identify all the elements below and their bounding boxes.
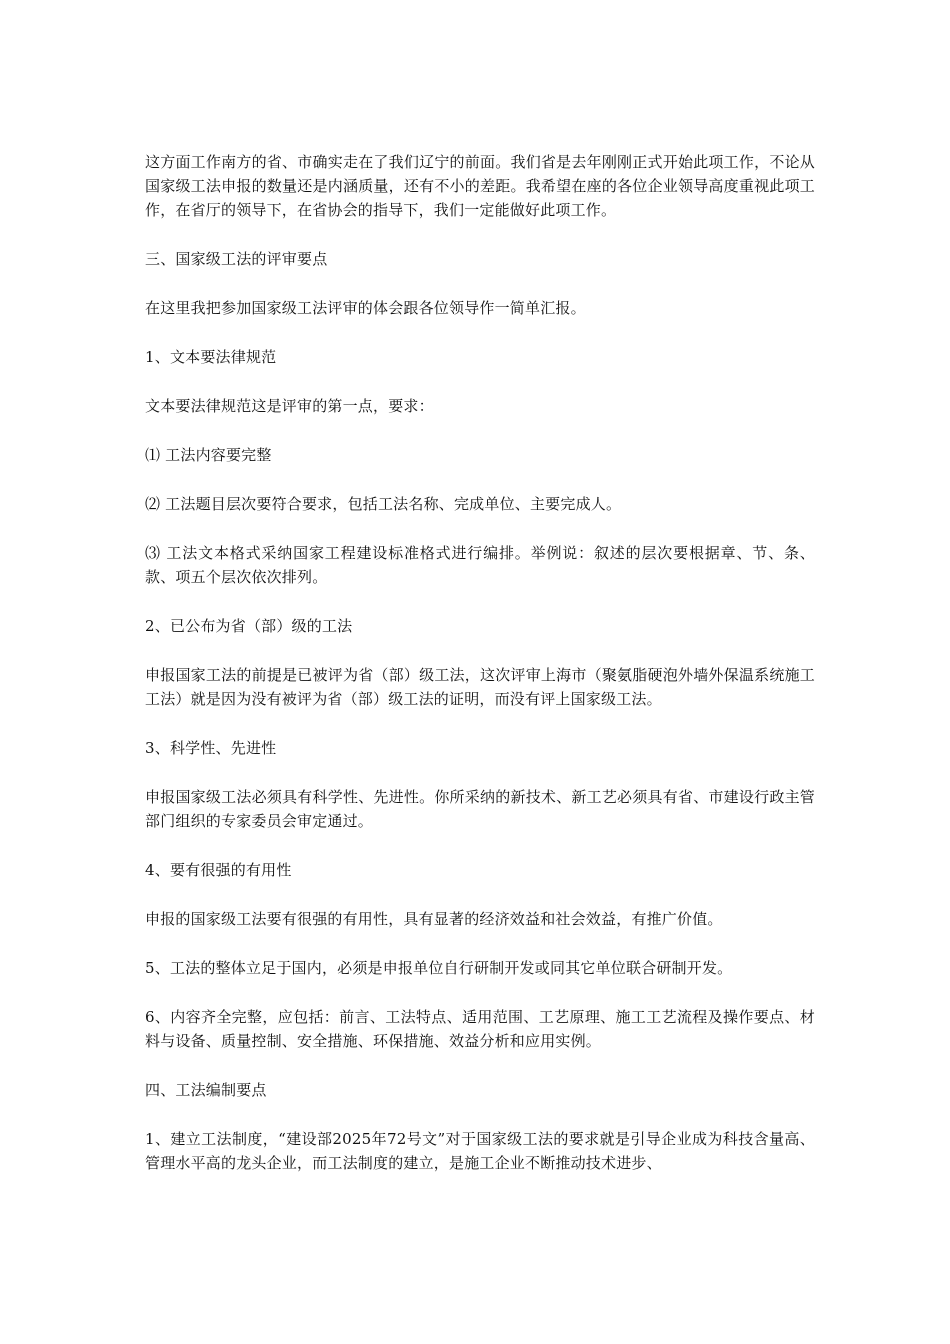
list-item: ⑴ 工法内容要完整 bbox=[145, 446, 272, 464]
subheading-4: 4、要有很强的有用性 bbox=[145, 861, 292, 879]
list-item-6: 6、内容齐全完整，应包括：前言、工法特点、适用范围、工艺原理、施工工艺流程及操作要点、材料与设备、质量控制、安全措施、环保措施、效益分析和应用实例。 bbox=[145, 1008, 815, 1050]
list-item: ⑵ 工法题目层次要符合要求，包括工法名称、完成单位、主要完成人。 bbox=[145, 495, 622, 513]
section-heading-3: 三、国家级工法的评审要点 bbox=[145, 250, 328, 268]
paragraph: 在这里我把参加国家级工法评审的体会跟各位领导作一简单汇报。 bbox=[145, 299, 586, 317]
paragraph: 申报国家级工法必须具有科学性、先进性。你所采纳的新技术、新工艺必须具有省、市建设行政主管部门组织的专家委员会审定通过。 bbox=[145, 788, 815, 830]
paragraph-intro: 这方面工作南方的省、市确实走在了我们辽宁的前面。我们省是去年刚刚正式开始此项工作，不论从国家级工法申报的数量还是内涵质量，还有不小的差距。我希望在座的各位企业领导高度重视此项工作，在省厅的领导下，在省协会的指导下，我们一定能做好此项工作。 bbox=[145, 153, 815, 219]
subheading-2: 2、已公布为省（部）级的工法 bbox=[145, 617, 353, 635]
paragraph: 文本要法律规范这是评审的第一点，要求： bbox=[145, 397, 434, 415]
subheading-3: 3、科学性、先进性 bbox=[145, 739, 277, 757]
list-item: ⑶ 工法文本格式采纳国家工程建设标准格式进行编排。举例说：叙述的层次要根据章、节、条、款、项五个层次依次排列。 bbox=[145, 544, 815, 586]
document-body bbox=[145, 150, 815, 1200]
section-heading-4: 四、工法编制要点 bbox=[145, 1081, 267, 1099]
paragraph: 申报的国家级工法要有很强的有用性，具有显著的经济效益和社会效益，有推广价值。 bbox=[145, 910, 723, 928]
paragraph-truncated: 1、建立工法制度，“建设部2025年72号文”对于国家级工法的要求就是引导企业成为科技含量高、管理水平高的龙头企业，而工法制度的建立，是施工企业不断推动技术进步、 bbox=[145, 1130, 815, 1172]
list-item-5: 5、工法的整体立足于国内，必须是申报单位自行研制开发或同其它单位联合研制开发。 bbox=[145, 959, 733, 977]
paragraph: 申报国家工法的前提是已被评为省（部）级工法，这次评审上海市（聚氨脂硬泡外墙外保温系统施工工法）就是因为没有被评为省（部）级工法的证明，而没有评上国家级工法。 bbox=[145, 666, 815, 708]
subheading-1: 1、文本要法律规范 bbox=[145, 348, 277, 366]
